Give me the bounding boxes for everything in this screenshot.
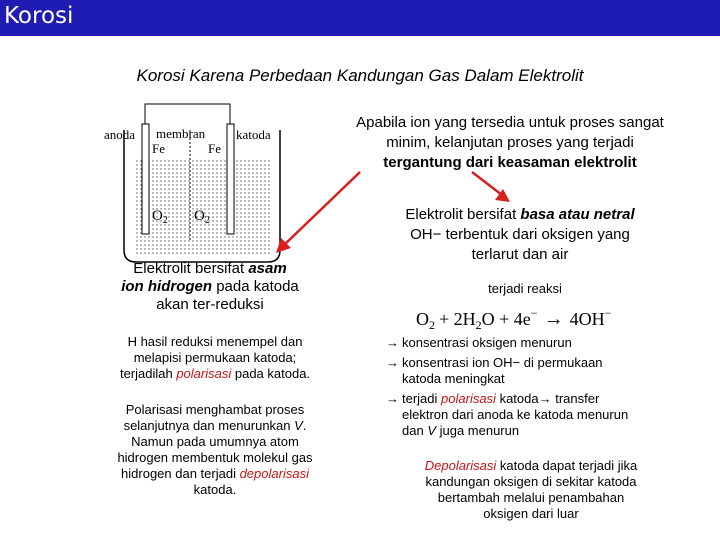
label-fe-left: Fe (152, 141, 165, 156)
list-item: → konsentrasi ion OH− di permukaan katoda meningkat (386, 355, 603, 386)
label-o2-right: $O_2$ (194, 208, 210, 226)
anode-electrode (142, 124, 149, 234)
effects-list (386, 335, 676, 439)
acid-paragraph-1: H hasil reduksi menempel dan melapisi permukaan katoda; terjadilah polarisasi pada katoda. (119, 334, 311, 381)
arrow-to-acid (283, 172, 360, 246)
reaction-equation (416, 306, 612, 332)
slide-subtitle: Korosi Karena Perbedaan Kandungan Gas Dalam Elektrolit (136, 66, 584, 85)
list-item: → terjadi polarisasi katoda→ transfer elektron dari anoda ke katoda menurun dan V juga menurun (386, 391, 629, 438)
external-wire (145, 104, 230, 124)
label-fe-right: Fe (208, 141, 221, 156)
arrow-to-basic (472, 172, 502, 195)
cathode-electrode (227, 124, 234, 234)
arrow-icon: → (386, 391, 399, 406)
label-anoda: anoda (104, 127, 136, 142)
intro-text: Apabila ion yang tersedia untuk proses sangat minim, kelanjutan proses yang terjadi tergantung dari keasaman elektrolit (356, 114, 664, 171)
label-o2-left: $O_2$ (152, 208, 168, 226)
depolarization-note: Depolarisasi katoda dapat terjadi jika kandungan oksigen di sekitar katoda bertambah melalui penambahan oksigen dari luar (424, 458, 638, 521)
label-membran: membran (156, 126, 206, 141)
arrow-icon: → (386, 355, 399, 370)
arrow-icon: → (538, 391, 552, 406)
label-katoda: katoda (236, 127, 271, 142)
page-title: Korosi (4, 3, 74, 29)
arrow-icon: → (386, 335, 399, 350)
svg-text:O2+ 2H2O + 4e−→4OH−: $O_2 + 2H_2O + 4e^- \to 4OH^-$ (416, 306, 612, 332)
acid-heading: Elektrolit bersifat asam ion hidrogen pada katoda akan ter-reduksi (121, 260, 299, 313)
basic-heading: Elektrolit bersifat basa atau netral OH− terbentuk dari oksigen yang terlarut dan air (405, 206, 635, 263)
reaction-label: terjadi reaksi (488, 281, 562, 296)
list-item: → konsentrasi oksigen menurun (386, 335, 572, 350)
acid-paragraph-2: Polarisasi menghambat proses selanjutnya dan menurunkan V. Namun pada umumnya atom hidrogen membentuk molekul gas hidrogen dan terjadi depolarisasi katoda. (117, 402, 313, 497)
